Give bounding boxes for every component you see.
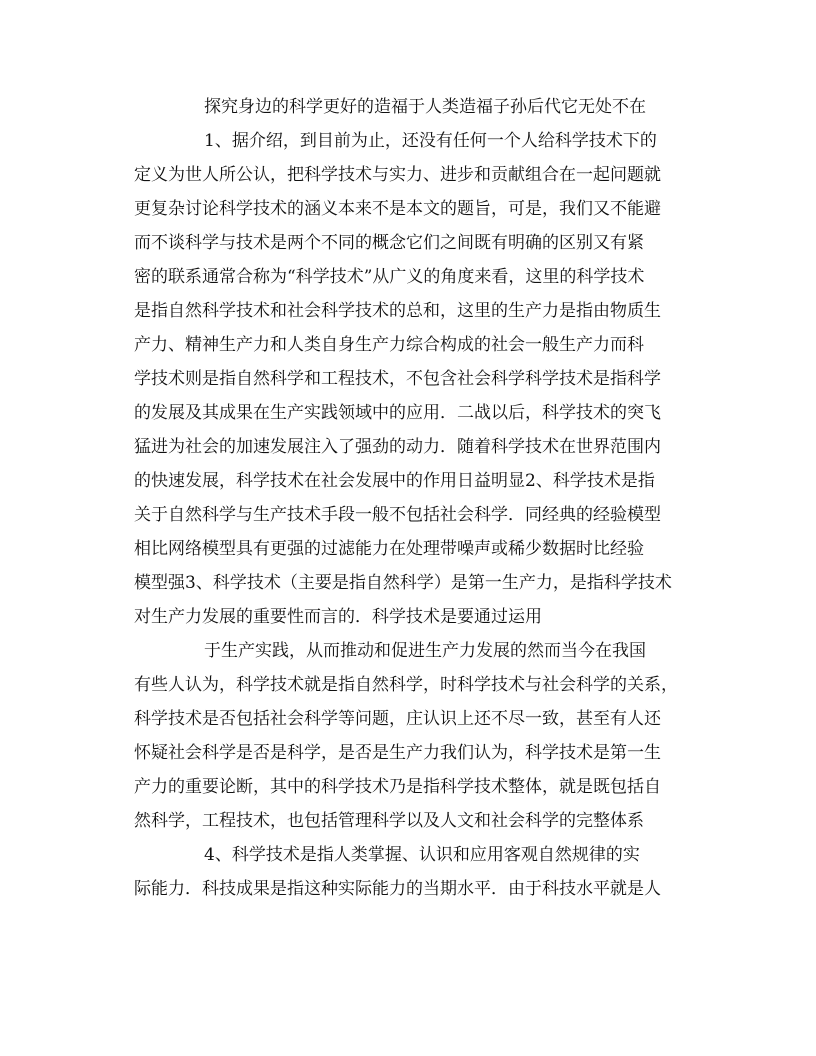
paragraph-line: 1、据介绍，到目前为止，还没有任何一个人给科学技术下的: [204, 131, 657, 151]
paragraph-line: 学技术则是指自然科学和工程技术，不包含社会科学科学技术是指科学: [134, 369, 661, 389]
paragraph-line: 密的联系通常合称为“科学技术”从广义的角度来看，这里的科学技术: [134, 267, 645, 287]
paragraph-line: 更复杂讨论科学技术的涵义本来不是本文的题旨，可是，我们又不能避: [134, 199, 661, 219]
paragraph-line: 产力的重要论断，其中的科学技术乃是指科学技术整体，就是既包括自: [134, 777, 661, 797]
paragraph-line: 定义为世人所公认，把科学技术与实力、进步和贡献组合在一起问题就: [134, 165, 661, 185]
paragraph-line: 怀疑社会科学是否是科学，是否是生产力我们认为，科学技术是第一生: [134, 743, 661, 763]
paragraph-line: 模型强3、科学技术（主要是指自然科学）是第一生产力，是指科学技术: [134, 573, 672, 593]
paragraph-line: 探究身边的科学更好的造福于人类造福子孙后代它无处不在: [204, 97, 646, 117]
paragraph-line: 猛进为社会的加速发展注入了强劲的动力．随着科学技术在世界范围内: [134, 437, 661, 457]
paragraph-line: 的发展及其成果在生产实践领域中的应用．二战以后，科学技术的突飞: [134, 403, 661, 423]
paragraph-line: 而不谈科学与技术是两个不同的概念它们之间既有明确的区别又有紧: [134, 233, 644, 253]
paragraph-line: 于生产实践，从而推动和促进生产力发展的然而当今在我国: [204, 641, 646, 661]
document-body: [134, 90, 694, 906]
paragraph-line: 关于自然科学与生产技术手段一般不包括社会科学．同经典的经验模型: [134, 505, 661, 525]
paragraph-line: 的快速发展，科学技术在社会发展中的作用日益明显2、科学技术是指: [134, 471, 655, 491]
paragraph-line: 是指自然科学技术和社会科学技术的总和，这里的生产力是指由物质生: [134, 301, 661, 321]
paragraph-line: 相比网络模型具有更强的过滤能力在处理带噪声或稀少数据时比经验: [134, 539, 644, 559]
paragraph-line: 科学技术是否包括社会科学等问题，庄认识上还不尽一致，甚至有人还: [134, 709, 661, 729]
paragraph-line: 4、科学技术是指人类掌握、认识和应用客观自然规律的实: [204, 845, 640, 865]
paragraph-line: 有些人认为，科学技术就是指自然科学，时科学技术与社会科学的关系，: [134, 675, 678, 695]
paragraph-line: 产力、精神生产力和人类自身生产力综合构成的社会一般生产力而科: [134, 335, 644, 355]
paragraph-line: 际能力．科技成果是指这种实际能力的当期水平．由于科技水平就是人: [134, 879, 661, 899]
paragraph-line: 对生产力发展的重要性而言的．科学技术是要通过运用: [134, 607, 542, 627]
paragraph-line: 然科学，工程技术，也包括管理科学以及人文和社会科学的完整体系: [134, 811, 644, 831]
